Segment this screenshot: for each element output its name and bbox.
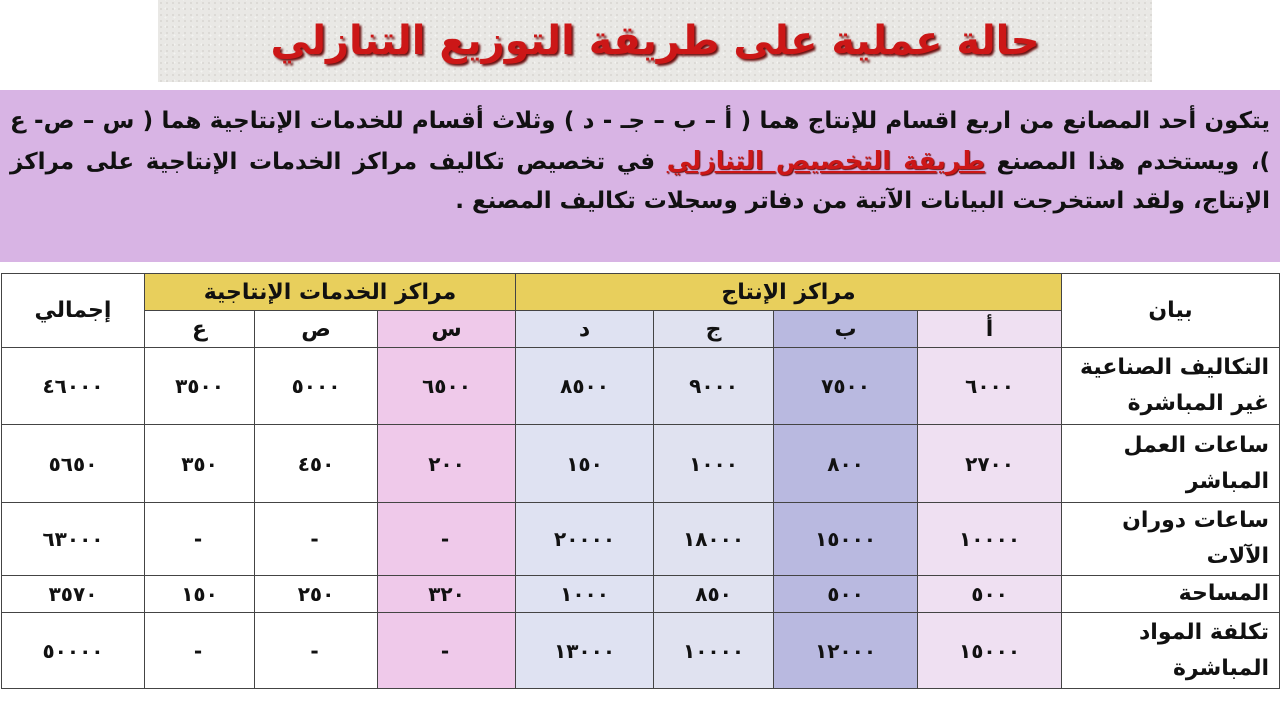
cell-value: ٥٠٠٠ xyxy=(255,348,378,425)
label-header: بيان xyxy=(1062,274,1280,348)
table-row xyxy=(2,348,1280,425)
cell-value: - xyxy=(145,613,255,689)
cell-value: - xyxy=(145,503,255,576)
col-header-sad: ص xyxy=(255,311,378,348)
production-centers-header: مراكز الإنتاج xyxy=(516,274,1062,311)
cell-value: ١٢٠٠٠ xyxy=(774,613,918,689)
cell-value: ٦٥٠٠ xyxy=(378,348,516,425)
cell-value: ١٥٠٠٠ xyxy=(774,503,918,576)
intro-text-part1: يتكون أحد المصانع من اربع اقسام للإنتاج هما ( أ – ب – جـ - د ) وثلاث أقسام للخدمات الإنتاجية هما ( س – ص- ع )، ويستخدم هذا المصنع xyxy=(10,108,1271,175)
cell-value: ١٣٠٠٠ xyxy=(516,613,654,689)
cell-value: ٢٠٠ xyxy=(378,425,516,503)
row-total: ٤٦٠٠٠ xyxy=(2,348,145,425)
cell-value: - xyxy=(255,503,378,576)
col-header-a: أ xyxy=(918,311,1062,348)
cell-value: ٧٥٠٠ xyxy=(774,348,918,425)
method-highlight: طريقة التخصيص التنازلي xyxy=(666,146,985,175)
cell-value: ١٨٠٠٠ xyxy=(654,503,774,576)
col-header-ain: ع xyxy=(145,311,255,348)
cell-value: ٥٠٠ xyxy=(918,576,1062,613)
row-label: المساحة xyxy=(1062,576,1280,613)
cell-value: ٨٥٠ xyxy=(654,576,774,613)
row-total: ٣٥٧٠ xyxy=(2,576,145,613)
service-centers-header: مراكز الخدمات الإنتاجية xyxy=(145,274,516,311)
cell-value: ١٠٠٠ xyxy=(654,425,774,503)
row-total: ٥٠٠٠٠ xyxy=(2,613,145,689)
intro-text-part2: في تخصيص تكاليف مراكز الخدمات الإنتاجية على مراكز الإنتاج، ولقد استخرجت البيانات الآتية من دفاتر وسجلات تكاليف المصنع . xyxy=(10,149,1270,214)
cell-value: ٢٠٠٠٠ xyxy=(516,503,654,576)
col-header-b: ب xyxy=(774,311,918,348)
table-row xyxy=(2,425,1280,503)
col-header-s: س xyxy=(378,311,516,348)
cell-value: ١٠٠٠٠ xyxy=(918,503,1062,576)
row-label: تكلفة المواد المباشرة xyxy=(1062,613,1280,689)
cell-value: ١٥٠ xyxy=(145,576,255,613)
cell-value: ١٠٠٠٠ xyxy=(654,613,774,689)
cell-value: ١٥٠ xyxy=(516,425,654,503)
cell-value: - xyxy=(378,613,516,689)
cell-value: ٣٢٠ xyxy=(378,576,516,613)
table-row xyxy=(2,576,1280,613)
row-label: ساعات العمل المباشر xyxy=(1062,425,1280,503)
cell-value: ٥٠٠ xyxy=(774,576,918,613)
cell-value: ٦٠٠٠ xyxy=(918,348,1062,425)
cell-value: ٣٥٠٠ xyxy=(145,348,255,425)
cell-value: ٤٥٠ xyxy=(255,425,378,503)
row-label: ساعات دوران الآلات xyxy=(1062,503,1280,576)
cell-value: - xyxy=(378,503,516,576)
cell-value: ١٠٠٠ xyxy=(516,576,654,613)
table-row xyxy=(2,503,1280,576)
row-label: التكاليف الصناعية غير المباشرة xyxy=(1062,348,1280,425)
total-header: إجمالي xyxy=(2,274,145,348)
col-header-j: ج xyxy=(654,311,774,348)
cell-value: ٢٥٠ xyxy=(255,576,378,613)
row-total: ٦٣٠٠٠ xyxy=(2,503,145,576)
cell-value: ٨٠٠ xyxy=(774,425,918,503)
page-title: حالة عملية على طريقة التوزيع التنازلي xyxy=(270,18,1040,64)
row-total: ٥٦٥٠ xyxy=(2,425,145,503)
cell-value: ١٥٠٠٠ xyxy=(918,613,1062,689)
cell-value: ٣٥٠ xyxy=(145,425,255,503)
cell-value: ٩٠٠٠ xyxy=(654,348,774,425)
cell-value: ٨٥٠٠ xyxy=(516,348,654,425)
title-banner xyxy=(158,0,1152,82)
cell-value: ٢٧٠٠ xyxy=(918,425,1062,503)
data-table xyxy=(1,273,1280,689)
cell-value: - xyxy=(255,613,378,689)
col-header-d: د xyxy=(516,311,654,348)
table-row xyxy=(2,613,1280,689)
problem-statement xyxy=(0,90,1280,262)
